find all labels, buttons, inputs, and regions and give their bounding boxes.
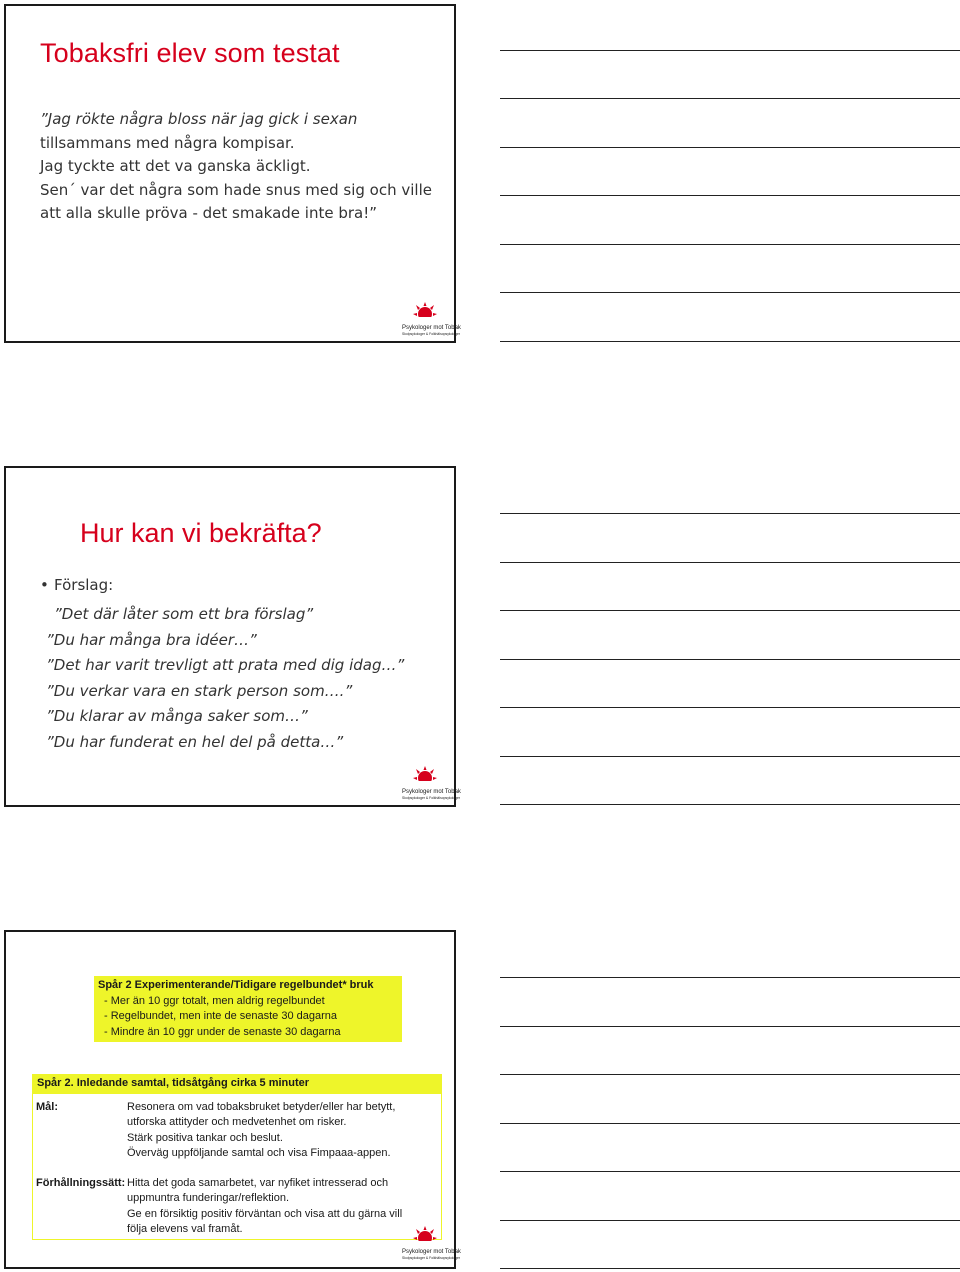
sun-logo-icon — [400, 302, 461, 338]
logo-name: Psykologer mot Tobak — [402, 1249, 461, 1255]
bullet-item — [40, 576, 113, 594]
goal-line: Överväg uppföljande samtal och visa Fimpaaa-appen. — [127, 1146, 391, 1159]
sun-logo-icon — [400, 1226, 461, 1262]
note-line — [500, 756, 960, 757]
approach-line: Ge en försiktig positiv förväntan och visa att du gärna vill — [127, 1207, 403, 1220]
conversation-plan — [36, 1100, 436, 1237]
logo-subtitle: Skolpsykologer & Folkhälsopsykologer — [402, 796, 461, 800]
goal-row — [36, 1100, 436, 1161]
note-line — [500, 195, 960, 196]
note-line — [500, 1123, 960, 1124]
approach-text — [127, 1176, 402, 1237]
conversation-heading: Spår 2. Inledande samtal, tidsåtgång cirka 5 minuter — [32, 1074, 442, 1094]
logo-name: Psykologer mot Tobak — [402, 325, 461, 331]
psykologer-mot-tobak-logo — [400, 302, 461, 338]
note-line — [500, 1026, 960, 1027]
note-line — [500, 341, 960, 342]
note-line — [500, 562, 960, 563]
sun-logo-icon — [400, 766, 461, 802]
approach-line: uppmuntra funderingar/reflektion. — [127, 1192, 290, 1205]
quote-line: att alla skulle pröva - det smakade inte bra!” — [40, 204, 378, 222]
quote-line: tillsammans med några kompisar. — [40, 133, 295, 152]
note-line — [500, 98, 960, 99]
approach-line: följa elevens val framåt. — [127, 1223, 243, 1236]
note-line — [500, 1074, 960, 1075]
bullet-icon: • — [40, 576, 49, 594]
track-heading: Spår 2 Experimenterande/Tidigare regelbundet* bruk — [98, 979, 374, 991]
psykologer-mot-tobak-logo — [400, 1226, 461, 1262]
psykologer-mot-tobak-logo — [400, 766, 461, 802]
note-line — [500, 659, 960, 660]
track-criterion: - Regelbundet, men inte de senaste 30 dagarna — [104, 1010, 337, 1022]
note-line — [500, 1268, 960, 1269]
slide-title: Hur kan vi bekräfta? — [80, 518, 322, 548]
slide-1 — [4, 4, 461, 343]
slide-2 — [4, 466, 461, 807]
slide-title: Tobaksfri elev som testat — [40, 38, 340, 68]
approach-row — [36, 1176, 436, 1237]
bullet-label: Förslag: — [54, 576, 114, 594]
note-line — [500, 50, 960, 51]
list-item: ”Du klarar av många saker som…” — [46, 707, 308, 726]
goal-label: Mål: — [36, 1101, 58, 1113]
student-quote — [40, 108, 432, 226]
note-line — [500, 977, 960, 978]
goal-line: Resonera om vad tobaksbruket betyder/eller har betytt, — [127, 1101, 396, 1113]
list-item: ”Det där låter som ett bra förslag” — [54, 605, 314, 623]
track-criterion: - Mer än 10 ggr totalt, men aldrig regelbundet — [104, 994, 325, 1007]
note-line — [500, 610, 960, 611]
note-line — [500, 1171, 960, 1172]
track-criterion: - Mindre än 10 ggr under de senaste 30 dagarna — [104, 1025, 341, 1038]
goal-line: utforska attityder och medvetenhet om risker. — [127, 1116, 347, 1129]
quote-line: Jag tyckte att det va ganska äckligt. — [40, 157, 311, 175]
quote-line: Sen´ var det några som hade snus med sig och ville — [40, 180, 432, 199]
note-line — [500, 513, 960, 514]
note-line — [500, 1220, 960, 1221]
approach-line: Hitta det goda samarbetet, var nyfiket intresserad och — [127, 1177, 389, 1190]
quote-line: ”Jag rökte några bloss när jag gick i sexan — [40, 110, 358, 128]
logo-subtitle: Skolpsykologer & Folkhälsopsykologer — [402, 1256, 461, 1260]
logo-subtitle: Skolpsykologer & Folkhälsopsykologer — [402, 332, 461, 336]
logo-name: Psykologer mot Tobak — [402, 789, 461, 795]
note-line — [500, 244, 960, 245]
note-line — [500, 147, 960, 148]
track-definition-box — [94, 976, 402, 1042]
note-line — [500, 804, 960, 805]
goal-text — [127, 1100, 395, 1161]
note-line — [500, 707, 960, 708]
list-item: ”Du har många bra idéer…” — [46, 630, 257, 649]
suggestion-list — [46, 602, 404, 756]
note-line — [500, 292, 960, 293]
slide-3 — [4, 930, 461, 1269]
goal-line: Stärk positiva tankar och beslut. — [127, 1131, 283, 1144]
list-item: ”Du verkar vara en stark person som….” — [46, 681, 353, 700]
approach-label: Förhållningssätt: — [36, 1177, 126, 1190]
list-item: ”Det har varit trevligt att prata med dig idag…” — [46, 656, 405, 675]
list-item: ”Du har funderat en hel del på detta…” — [46, 732, 344, 751]
